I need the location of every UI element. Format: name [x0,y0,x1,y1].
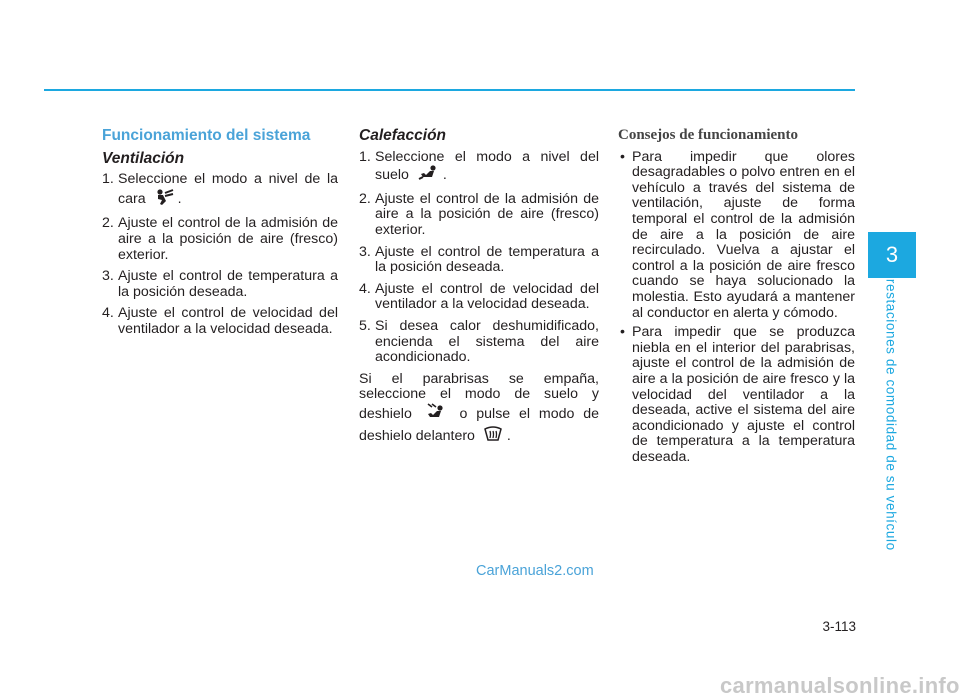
face-vent-mode-icon [154,188,174,211]
chapter-title: Prestaciones de comodidad de su vehículo [883,269,899,551]
list-item: 4. Ajuste el control de velocidad del ventilador a la velocidad deseada. [359,280,599,313]
list-item: 4. Ajuste el control de velocidad del ventilador a la velocidad deseada. [102,305,338,337]
defrost-paragraph: Si el parabrisas se empaña, seleccione el modo de suelo y deshielo o pulse el modo de deshielo delantero . [359,372,599,446]
bullet: • [620,324,625,341]
list-item: • Para impedir que se produzca niebla en el interior del parabrisas, ajuste el control de la admisión de aire a la posición de aire fresco y la velocidad del ventilador a la deseada, active el sistema del aire acondicionado y ajuste el control de temperatura a la temperatura deseada. [620,324,855,465]
tips-list [618,150,855,466]
subsection-title-heating: Calefacción [359,127,447,144]
list-item: 3. Ajuste el control de temperatura a la posición deseada. [102,268,338,300]
watermark-carmanualsonline: carmanualsonline.info [720,673,960,698]
floor-mode-icon [417,165,439,186]
column-heating [359,128,599,446]
watermark-carmanuals[interactable]: CarManuals2.com [476,563,594,579]
header-rule [44,89,855,91]
section-title: Funcionamiento del sistema [102,127,311,144]
column-tips [618,128,855,469]
list-item: 1. Seleccione el modo a nivel de la cara . [102,172,338,210]
page-number: 3-113 [822,619,856,634]
list-item: 1. Seleccione el modo a nivel del suelo . [359,150,599,186]
front-defrost-icon [483,426,503,447]
list-item: 2. Ajuste el control de la admisión de aire a la posición de aire (fresco) exterior. [102,215,338,263]
tips-title: Consejos de funcionamiento [618,127,799,143]
chapter-side-title [880,269,902,551]
list-item: 5. Si desea calor deshumidificado, encienda el sistema del aire acondicionado. [359,317,599,366]
subsection-title-ventilation: Ventilación [102,149,185,167]
list-item: 2. Ajuste el control de la admisión de aire a la posición de aire (fresco) exterior. [359,190,599,238]
column-ventilation [102,128,338,344]
heating-steps [359,150,599,366]
ventilation-steps [102,172,338,337]
chapter-number: 3 [885,242,899,267]
floor-defrost-mode-icon [425,403,447,426]
bullet: • [620,148,625,165]
list-item: 3. Ajuste el control de temperatura a la posición deseada. [359,243,599,276]
list-item: • Para impedir que olores desagradables o polvo entren en el vehículo a través del sistema de ventilación, ajuste de forma temporal el control de la admisión de aire a la posición de aire recirculado. Vuelva a ajustar el control a la posición de aire fresco cuando se haya solucionado la molestia. Esto ayudará a mantener al conductor en alerta y cómodo. [620,148,855,321]
